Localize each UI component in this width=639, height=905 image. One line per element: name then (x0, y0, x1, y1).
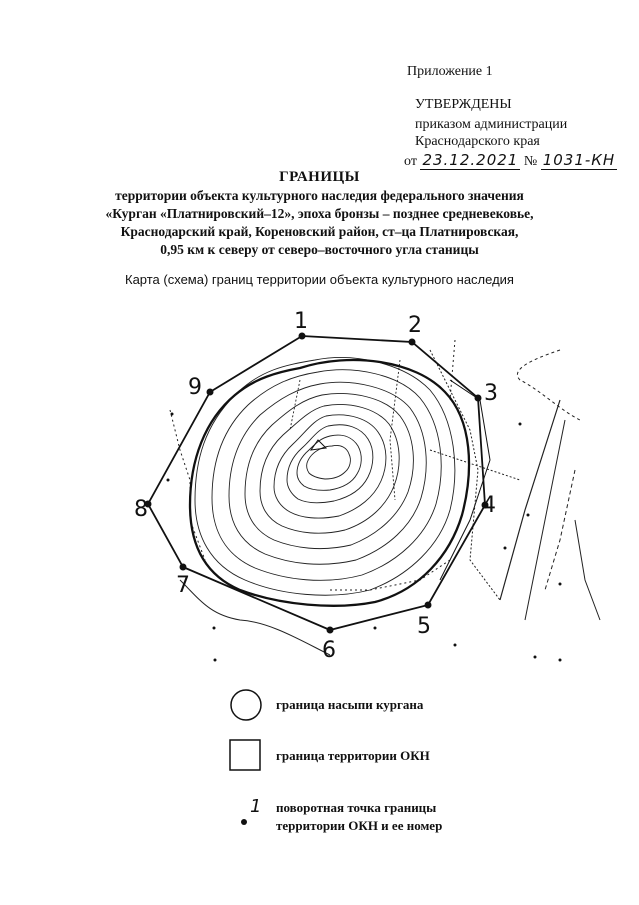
legend-mound-label: граница насыпи кургана (276, 697, 424, 712)
mound-boundary (190, 360, 469, 606)
subtitle-line-1: территории объекта культурного наследия федерального значения (115, 188, 524, 203)
point-label-8: 8 (134, 497, 148, 522)
point-label-3: 3 (484, 381, 498, 406)
point-label-4: 4 (482, 493, 496, 518)
legend-point-label-2: территории ОКН и ее номер (276, 818, 443, 833)
point-label-9: 9 (188, 375, 202, 400)
legend-point-label-1: поворотная точка границы (276, 800, 437, 815)
point-label-6: 6 (322, 638, 336, 663)
map-background-lines (170, 340, 600, 655)
approval-no-sign: № (523, 154, 538, 169)
subtitle-line-2: «Курган «Платнировский–12», эпоха бронзы – позднее средневековье, (105, 206, 534, 221)
approval-region: Краснодарского края (415, 134, 540, 149)
legend-mound-symbol (229, 688, 263, 722)
approval-title: УТВЕРЖДЕНЫ (415, 97, 512, 112)
legend-territory-label: граница территории ОКН (276, 748, 430, 763)
boundary-map (0, 295, 639, 670)
legend-point-symbol (238, 796, 268, 830)
legend-territory-symbol (228, 738, 262, 772)
approval-date: 23.12.2021 (422, 151, 519, 169)
document-title: ГРАНИЦЫ (279, 169, 360, 185)
approval-number: 1031-КН (542, 151, 616, 169)
approval-authority: приказом администрации (415, 117, 568, 132)
subtitle-line-3: Краснодарский край, Кореновский район, ст–ца Платнировская, (120, 224, 519, 239)
approval-from: от (404, 154, 417, 169)
legend-point-number: 1 (250, 796, 262, 817)
subtitle-line-4: 0,95 км к северу от северо–восточного угла станицы (160, 242, 479, 257)
approval-date-line (404, 151, 617, 170)
point-label-2: 2 (408, 313, 422, 338)
elevation-marks (167, 413, 562, 662)
contour-lines (195, 358, 455, 596)
point-label-1: 1 (294, 309, 308, 334)
map-caption: Карта (схема) границ территории объекта культурного наследия (125, 272, 514, 287)
point-label-7: 7 (176, 573, 190, 598)
point-label-5: 5 (417, 614, 431, 639)
appendix-label: Приложение 1 (407, 64, 493, 79)
